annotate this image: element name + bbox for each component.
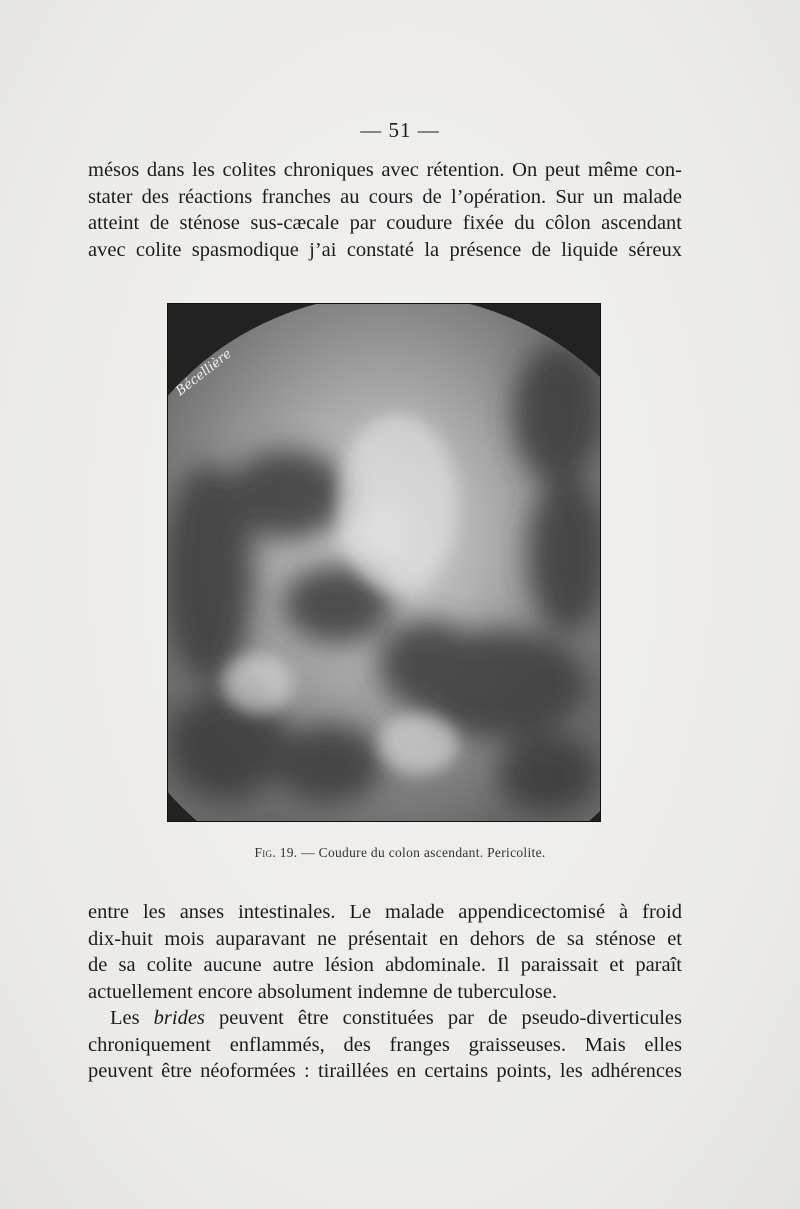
radiograph-image <box>168 304 600 821</box>
text-fragment: peuvent être constituées par de pseudo-diverticules <box>204 1007 682 1029</box>
text-line: entre les anses intestinales. Le malade appendicectomisé à froid <box>88 901 682 923</box>
figure-caption <box>0 845 800 861</box>
figure-caption-text: — Coudure du colon ascendant. Pericolite. <box>301 845 546 860</box>
bottom-text <box>88 899 682 1085</box>
text-line: dix-huit mois auparavant ne présentait en dehors de sa sténose et <box>88 927 682 950</box>
page-number: — 51 — <box>360 118 440 142</box>
text-line: de sa colite aucune autre lésion abdominale. Il paraissait et paraît <box>88 954 682 976</box>
text-line: actuellement encore absolument indemne de tuberculose. <box>88 980 558 1003</box>
text-line: chroniquement enflammés, des franges graisseuses. Mais elles <box>88 1033 682 1056</box>
text-fragment: Les <box>110 1007 154 1029</box>
radiograph-figure <box>167 303 601 822</box>
top-paragraph <box>88 157 682 263</box>
text-line <box>88 1005 682 1032</box>
emphasis-brides: brides <box>153 1007 205 1029</box>
text-line: stater des réactions franches au cours de l’opération. Sur un malade <box>88 185 682 208</box>
figure-label: Fig. 19. <box>254 845 298 860</box>
text-line: atteint de sténose sus-cæcale par coudure fixée du côlon ascendant <box>88 212 682 234</box>
text-line: peuvent être néoformées : tiraillées en certains points, les adhérences <box>88 1060 682 1082</box>
text-line: mésos dans les colites chroniques avec rétention. On peut même con- <box>88 159 682 181</box>
text-line: avec colite spasmodique j’ai constaté la présence de liquide séreux <box>88 238 682 261</box>
handwritten-signature: Bécellière <box>173 346 235 400</box>
